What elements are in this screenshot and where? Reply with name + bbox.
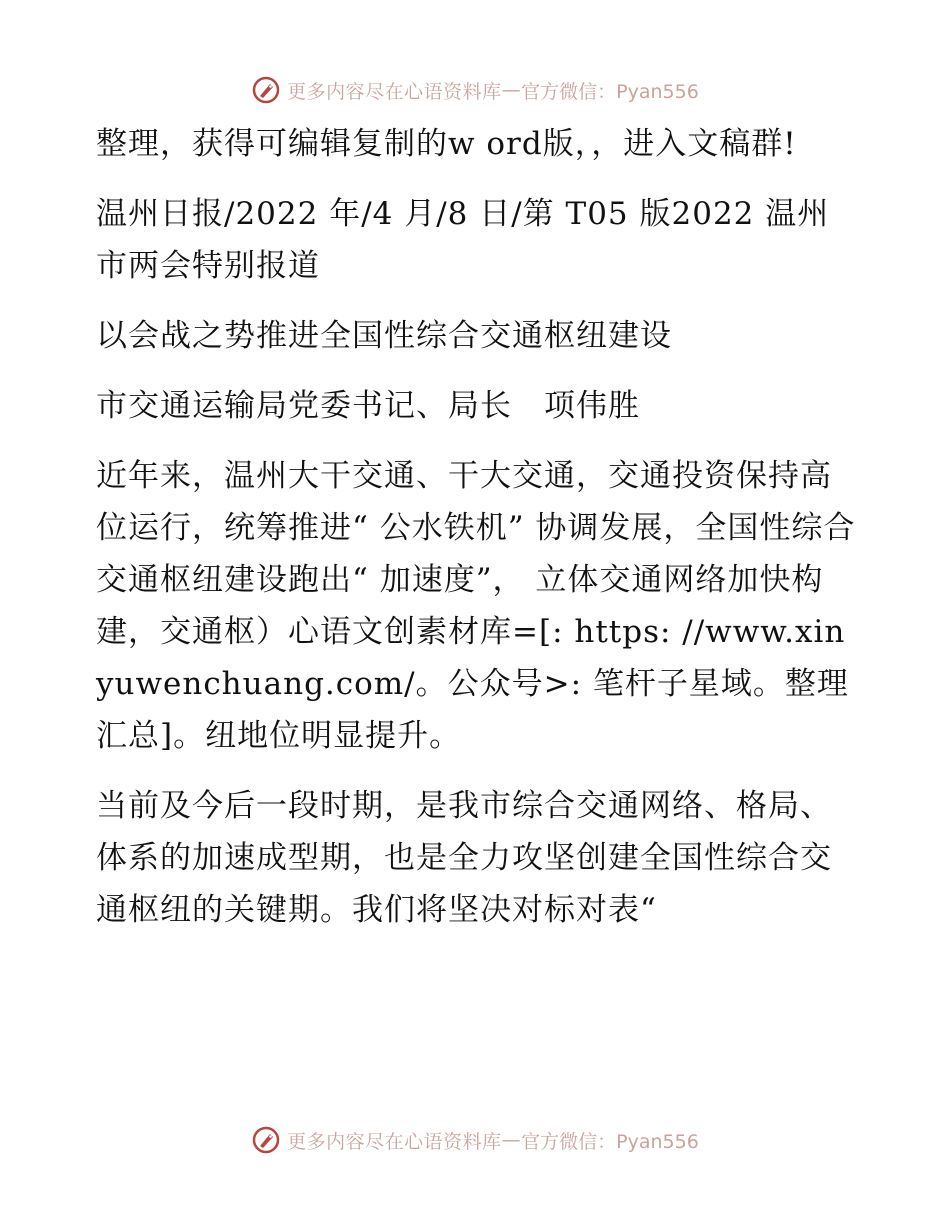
footer-contact-text: 官方微信：Pyan556 <box>521 1130 699 1153</box>
paragraph-title: 以会战之势推进全国性综合交通枢纽建设 <box>96 318 672 354</box>
header-dash: — <box>501 79 522 101</box>
paragraph-body-2: 当前及今后一段时期，是我市综合交通网络、格局、体系的加速成型期，也是全力攻坚创建全国性综合交通枢纽的关键期。我们将坚决对标对表“ <box>96 788 832 928</box>
footer-site-text: 更多内容尽在心语资料库 <box>287 1130 502 1153</box>
footer-dash: — <box>501 1129 522 1151</box>
header-banner <box>0 70 950 110</box>
header-contact-text: 官方微信：Pyan556 <box>521 80 699 103</box>
paragraph-intro: 整理，获得可编辑复制的w ord版，，进入文稿群! <box>96 126 797 162</box>
pen-logo-icon <box>251 1125 281 1155</box>
footer-banner <box>0 1120 950 1160</box>
document-body <box>96 118 856 954</box>
header-site-text: 更多内容尽在心语资料库 <box>287 80 502 103</box>
paragraph-source: 温州日报/2022 年/4 月/8 日/第 T05 版2022 温州市两会特别报道 <box>96 196 830 284</box>
paragraph-author: 市交通运输局党委书记、局长 项伟胜 <box>96 388 640 424</box>
pen-logo-icon <box>251 75 281 105</box>
paragraph-body-1: 近年来，温州大干交通、干大交通，交通投资保持高位运行，统筹推进“ 公水铁机” 协调发展，全国性综合交通枢纽建设跑出“ 加速度”， 立体交通网络加快构建，交通枢）心语文创素材库=[: https: //www.xinyuwenchuang.com/。公众号>: 笔杆子星域。整理汇总]。纽地位明显提升。 <box>96 458 856 754</box>
